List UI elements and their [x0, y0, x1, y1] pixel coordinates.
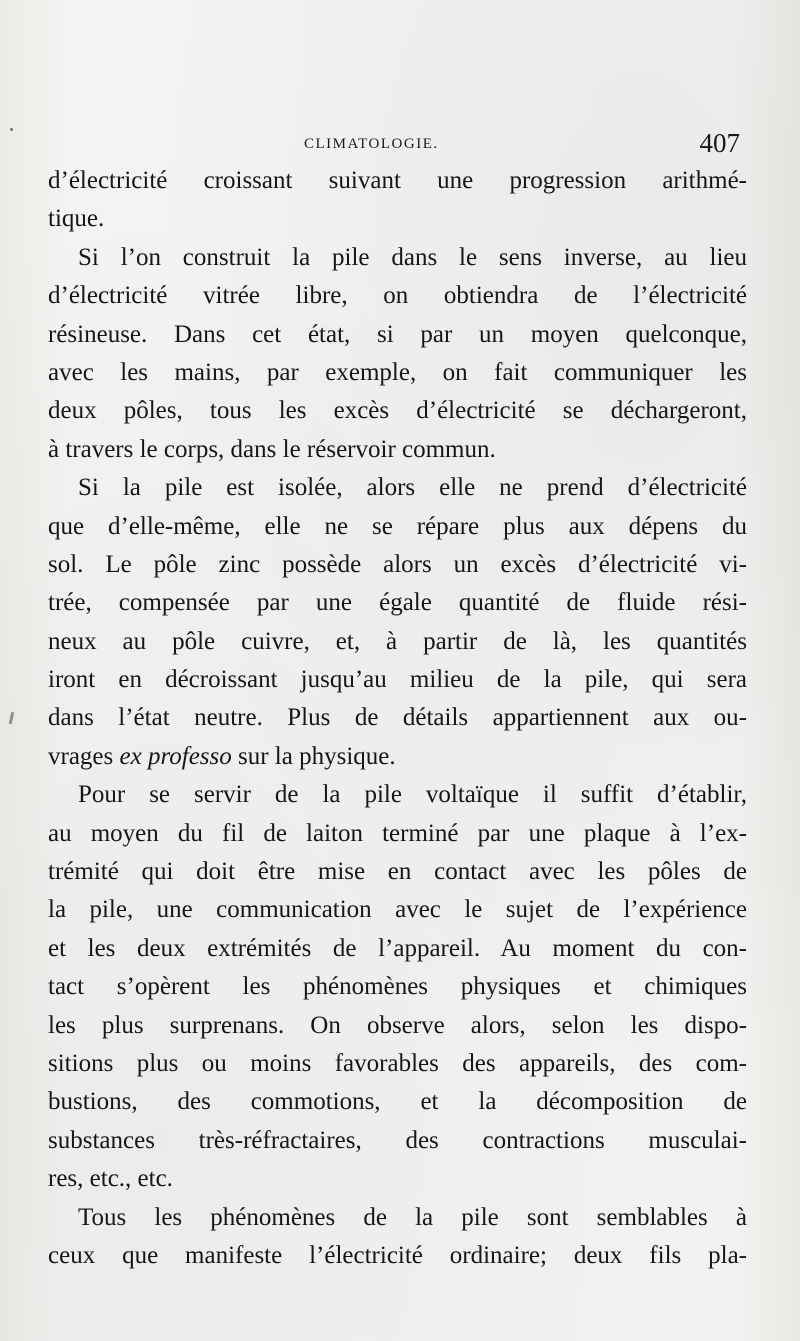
text-line: que d’elle-même, elle ne se répare plus aux dépens du [48, 512, 747, 540]
text-line: et les deux extrémités de l’appareil. Au moment du con- [48, 934, 747, 962]
text-line: trée, compensée par une égale quantité de fluide rési- [48, 589, 747, 617]
text-line: au moyen du fil de laiton terminé par une plaque à l’ex- [48, 819, 747, 847]
text-line: deux pôles, tous les excès d’électricité se déchargeront, [48, 397, 747, 425]
text-line: iront en décroissant jusqu’au milieu de la pile, qui sera [48, 666, 747, 694]
text-line: sitions plus ou moins favorables des appareils, des com- [48, 1049, 747, 1077]
running-head: CLIMATOLOGIE. [304, 136, 439, 152]
text-line: résineuse. Dans cet état, si par un moyen quelconque, [48, 320, 747, 348]
text-line: vrages ex professo sur la physique. [48, 742, 396, 770]
text-line: sol. Le pôle zinc possède alors un excès d’électricité vi- [48, 550, 747, 578]
text-line: d’électricité croissant suivant une progression arithmé- [48, 167, 747, 194]
text-line: tique. [48, 205, 105, 233]
text-line: Si l’on construit la pile dans le sens inverse, au lieu [78, 243, 747, 271]
text-line: bustions, des commotions, et la décomposition de [48, 1088, 747, 1116]
text-line: la pile, une communication avec le sujet de l’expérience [48, 896, 747, 924]
text-line: les plus surprenans. On observe alors, selon les dispo- [48, 1011, 747, 1039]
margin-mark [9, 712, 14, 724]
page-number: 407 [699, 128, 740, 158]
text-line: dans l’état neutre. Plus de détails appartiennent aux ou- [48, 704, 747, 732]
text-line: ceux que manifeste l’électricité ordinaire; deux fils pla- [48, 1241, 747, 1269]
text-line: Pour se servir de la pile voltaïque il suffit d’établir, [78, 781, 747, 809]
text-line: tact s’opèrent les phénomènes physiques et chimiques [48, 973, 747, 1001]
text-line: Si la pile est isolée, alors elle ne prend d’électricité [78, 474, 747, 502]
italic-phrase: ex professo [119, 742, 232, 770]
text-line: res, etc., etc. [48, 1165, 173, 1193]
margin-dot [10, 128, 13, 131]
body-text [48, 162, 747, 1275]
text-line: substances très-réfractaires, des contractions musculai- [48, 1126, 747, 1154]
text-line: d’électricité vitrée libre, on obtiendra de l’électricité [48, 282, 747, 310]
text-line: avec les mains, par exemple, on fait communiquer les [48, 358, 747, 386]
text-line: à travers le corps, dans le réservoir commun. [48, 435, 496, 463]
text-line: Tous les phénomènes de la pile sont semblables à [78, 1203, 747, 1231]
text-line: trémité qui doit être mise en contact avec les pôles de [48, 858, 747, 886]
text-line: neux au pôle cuivre, et, à partir de là, les quantités [48, 627, 747, 655]
